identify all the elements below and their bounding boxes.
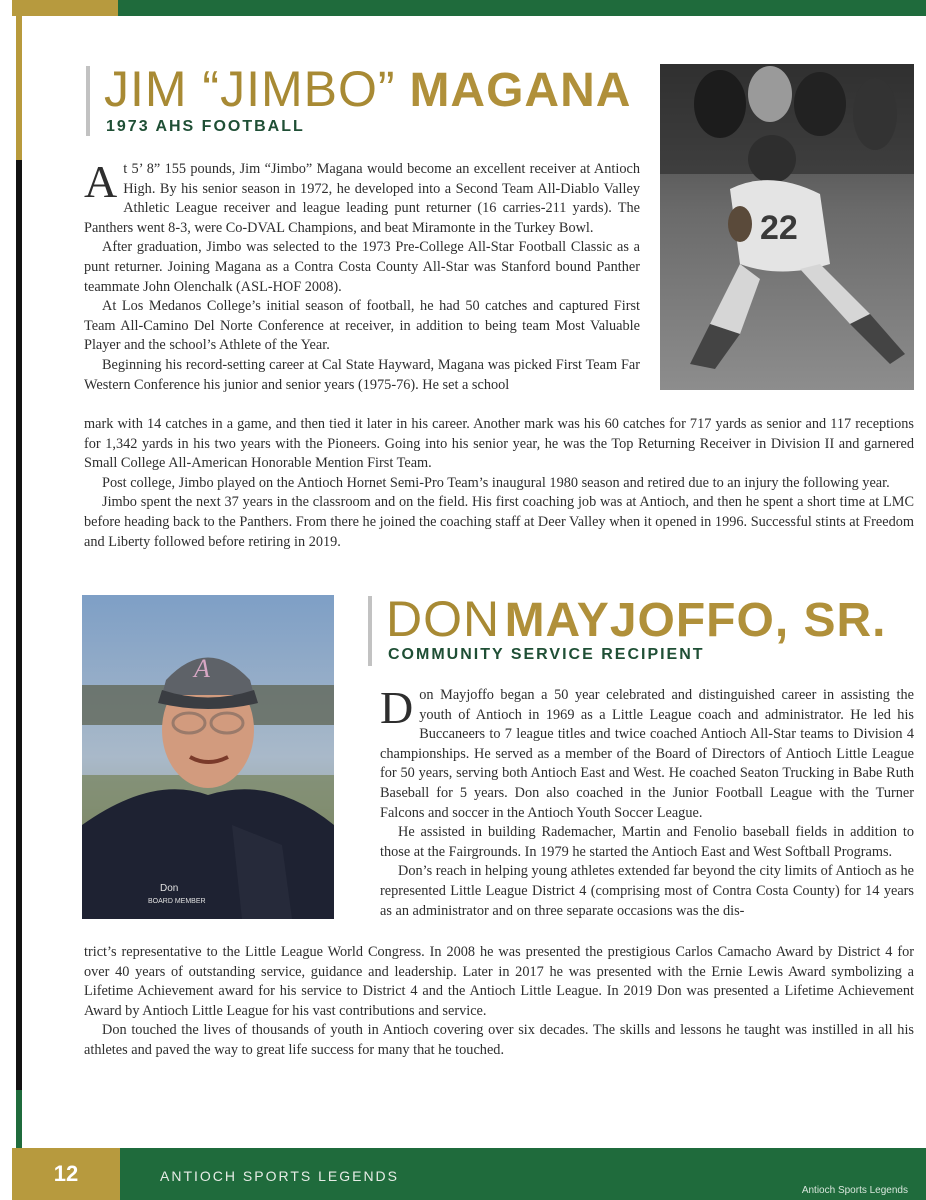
left-stripe-gold: [16, 16, 22, 160]
cap-letter: A: [194, 654, 210, 683]
article1-subtitle: 1973 AHS FOOTBALL: [106, 118, 305, 135]
article1-p1-text: t 5’ 8” 155 pounds, Jim “Jimbo” Magana would become an excellent receiver at Antioch High. By his senior season in 1972, he developed into a Second Team All-Diablo Valley Athletic League receiver and league leading punt returner (16 carries-211 yards). The Panthers went 8-3, were Co-DVAL Champions, and beat Miramonte in the Turkey Bowl.: [84, 161, 640, 236]
article1-paragraph-4b: mark with 14 catches in a game, and then tied it later in his career. Another mark was his 60 catches for 717 yards as senior and 117 receptions for 1,342 yards in his two years with the Pioneers. Going into his senior year, he was the Top Returning Receiver in Division II and garnered Small College All-American Honorable Mention First Team.: [84, 416, 914, 472]
article1-body-bottom: [84, 415, 914, 552]
top-gold-bar: [12, 0, 120, 16]
article2-title-last: MAYJOFFO, SR.: [504, 594, 887, 647]
article2-title-first: DON: [386, 591, 501, 647]
svg-text:22: 22: [760, 209, 798, 247]
left-stripe-green: [16, 1090, 22, 1150]
article1-paragraph-2: After graduation, Jimbo was selected to the 1973 Pre-College All-Star Football Classic as a punt returner. Joining Magana as a Contra Costa County All-Star was Stanford bound Panther teammate John Olenchalk (ASL-HOF 2008).: [84, 239, 640, 295]
jacket-name: Don: [160, 883, 179, 894]
don-mayjoffo-portrait: [82, 595, 334, 919]
article2-dropcap: D: [380, 682, 414, 733]
article1-dropcap: A: [84, 156, 118, 207]
article2-paragraph-2: He assisted in building Rademacher, Martin and Fenolio baseball fields in addition to those at the Fairgrounds. In 1979 he started the Antioch East and West Softball Programs.: [380, 824, 914, 860]
jacket-role: BOARD MEMBER: [148, 898, 206, 905]
article1-paragraph-5: Post college, Jimbo played on the Antioch Hornet Semi-Pro Team’s inaugural 1980 season and retired due to an injury the following year.: [102, 474, 890, 491]
title-accent-bar-2: [368, 596, 372, 666]
page-number: 12: [53, 1161, 79, 1186]
article1-title: [104, 61, 632, 117]
article2-title: [386, 591, 887, 647]
article1-body-top: [84, 156, 640, 395]
top-green-bar: [118, 0, 926, 16]
football-action-photo: [660, 64, 914, 390]
article2-body-bottom: [84, 943, 914, 1061]
article2-paragraph-1: [380, 682, 914, 823]
article2-subtitle: COMMUNITY SERVICE RECIPIENT: [388, 646, 705, 663]
article2-p1-text: on Mayjoffo began a 50 year celebrated and distinguished career in assisting the youth of Antioch in 1969 as a Little League coach and administrator. He led his Buccaneers to 7 league titles and twice coached Antioch All-Star teams to Division 4 championships. He served as a member of the Board of Directors of Antioch Little League for 50 years, serving both Antioch East and West. He coached Seaton Trucking in Babe Ruth Baseball for 5 years. Don also coached in the Junior Football League with the Turner Falcons and soccer in the Antioch Youth Soccer League.: [380, 687, 914, 821]
left-stripe-black: [16, 160, 22, 1090]
article1-paragraph-3: At Los Medanos College’s initial season of football, he had 50 catches and captured First Team All-Camino Del Norte Conference at receiver, in addition to being team Most Valuable Player and the school’s Athlete of the Year.: [84, 298, 640, 354]
article2-paragraph-3a: Don’s reach in helping young athletes extended far beyond the city limits of Antioch as he represented Little League District 4 (comprising most of Contra Costa County) for 14 years as an administrator and on three separate occasions was the dis-: [380, 863, 914, 919]
footer-publication-title: ANTIOCH SPORTS LEGENDS: [160, 1168, 400, 1184]
article2-body-top: [380, 682, 914, 921]
article1-paragraph-1: [84, 156, 640, 238]
article1-paragraph-6: Jimbo spent the next 37 years in the classroom and on the field. His first coaching job was at Antioch, and then he spent a short time at LMC before heading back to the Panthers. From there he joined the coaching staff at Deer Valley when it opened in 1996. Successful stints at Freedom and Liberty followed before retiring in 2019.: [84, 494, 914, 550]
article1-title-first: JIM “JIMBO”: [104, 61, 396, 117]
article1-paragraph-4a: Beginning his record-setting career at Cal State Hayward, Magana was picked First Team Far Western Conference his junior and senior years (1975-76). He set a school: [84, 356, 640, 393]
title-accent-bar: [86, 66, 90, 136]
footer-corner-text: Antioch Sports Legends: [801, 1185, 908, 1196]
article2-paragraph-4: Don touched the lives of thousands of youth in Antioch covering over six decades. The skills and lessons he taught was instilled in all his athletes and paved the way to great life success for many that he touched.: [84, 1022, 914, 1058]
article1-title-last: MAGANA: [409, 64, 632, 117]
article2-paragraph-3b: trict’s representative to the Little League World Congress. In 2008 he was presented the prestigious Carlos Camacho Award by District 4 for over 40 years of outstanding service, guidance and leadership. Later in 2017 he was presented with the Ernie Lewis Award symbolizing a Lifetime Achievement award for his service to District 4 and the Antioch Little League. In 2019 Don was presented a Lifetime Achievement Award by Antioch Little League for his vast contributions and service.: [84, 944, 914, 1019]
